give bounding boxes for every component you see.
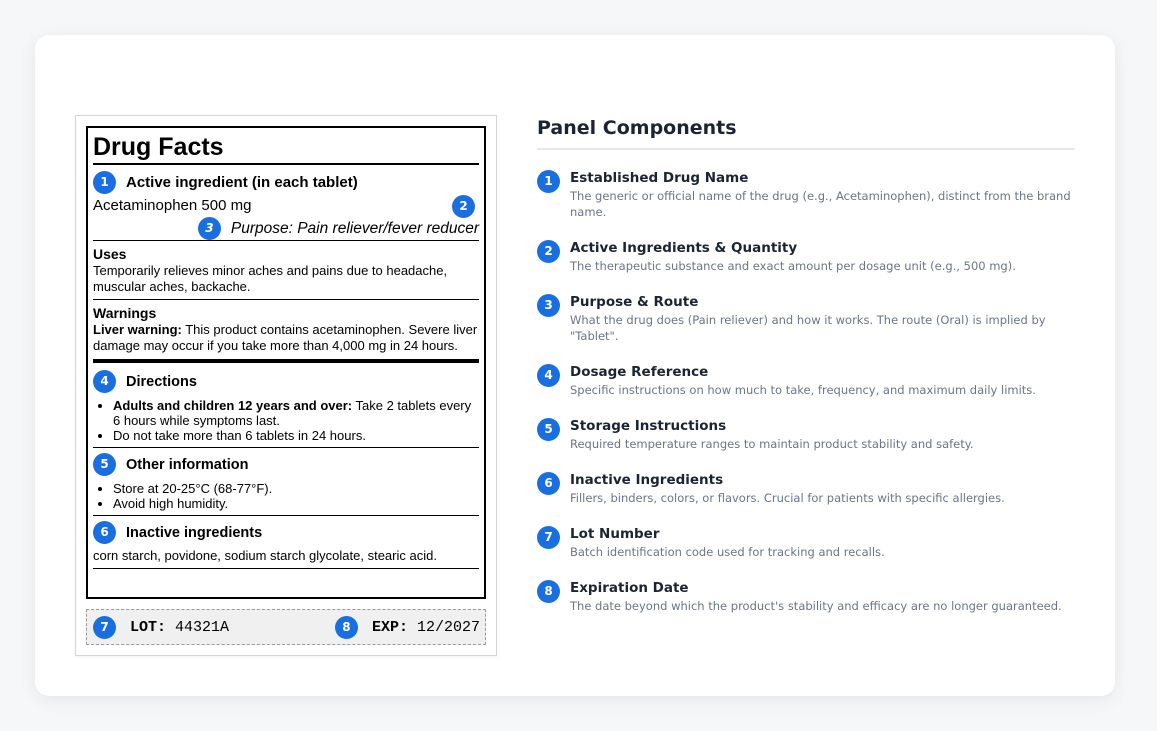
component-number-badge: 5	[537, 418, 560, 441]
other-information-title: Other information	[126, 456, 249, 473]
list-item	[537, 580, 1075, 614]
component-number-badge: 4	[537, 364, 560, 387]
list-item: • Do not take more than 6 tablets in 24 hours.	[113, 428, 479, 443]
list-item: • Adults and children 12 years and over: Take 2 tablets every 6 hours while symptoms last.	[113, 398, 479, 428]
list-item	[537, 418, 1075, 452]
exp-label: EXP:	[371, 618, 408, 636]
uses-text: Temporarily relieves minor aches and pains due to headache, muscular aches, backache.	[93, 263, 448, 294]
component-number-badge: 7	[537, 526, 560, 549]
component-description: Batch identification code used for tracking and recalls.	[570, 545, 885, 559]
list-item	[537, 364, 1075, 398]
component-name: Purpose & Route	[570, 294, 699, 310]
directions-list	[113, 398, 479, 443]
active-ingredient-heading: Active ingredient (in each tablet)	[126, 174, 358, 191]
liver-warning-text: This product contains acetaminophen. Severe liver damage may occur if you take more than 4,000 mg in 24 hours.	[93, 322, 478, 353]
directions-section	[93, 363, 479, 447]
badge-4: 4	[93, 370, 116, 393]
list-item: • Store at 20-25°C (68-77°F).	[113, 481, 479, 496]
warnings-section	[93, 299, 479, 363]
warnings-title: Warnings	[93, 305, 157, 321]
inactive-ingredients-text: corn starch, povidone, sodium starch glycolate, stearic acid.	[93, 548, 437, 563]
component-description: The generic or official name of the drug (e.g., Acetaminophen), distinct from the brand name.	[570, 189, 1071, 219]
list-item	[537, 170, 1075, 220]
active-ingredient-value: Acetaminophen 500 mg	[93, 197, 252, 214]
component-description: The therapeutic substance and exact amount per dosage unit (e.g., 500 mg).	[570, 259, 1016, 273]
purpose-text: Purpose: Pain reliever/fever reducer	[230, 219, 479, 237]
lot-label: LOT:	[130, 618, 167, 636]
list-item	[537, 472, 1075, 506]
uses-title: Uses	[93, 246, 127, 262]
uses-section	[93, 240, 479, 299]
component-name: Inactive Ingredients	[570, 472, 724, 488]
panel-title: Panel Components	[537, 117, 1075, 150]
divider	[93, 568, 479, 569]
component-name: Dosage Reference	[570, 364, 709, 380]
drug-facts-title: Drug Facts	[93, 132, 479, 165]
component-name: Established Drug Name	[570, 170, 749, 186]
main-card	[35, 35, 1115, 696]
badge-6: 6	[93, 521, 116, 544]
component-number-badge: 6	[537, 472, 560, 495]
component-number-badge: 2	[537, 240, 560, 263]
component-description: Fillers, binders, colors, or flavors. Crucial for patients with specific allergies.	[570, 491, 1005, 505]
component-number-badge: 8	[537, 580, 560, 603]
exp-value: 12/2027	[416, 618, 480, 636]
list-item	[537, 526, 1075, 560]
badge-2: 2	[452, 195, 475, 218]
component-description: Specific instructions on how much to take, frequency, and maximum daily limits.	[570, 383, 1036, 397]
active-ingredient-section	[93, 165, 479, 240]
component-description: What the drug does (Pain reliever) and how it works. The route (Oral) is implied by "Tablet".	[570, 313, 1046, 343]
component-name: Active Ingredients & Quantity	[570, 240, 798, 256]
badge-8: 8	[335, 616, 358, 639]
list-item	[537, 240, 1075, 274]
drug-facts-panel	[86, 126, 486, 599]
list-item	[537, 294, 1075, 344]
lot-expiry-bar	[86, 609, 486, 645]
component-name: Storage Instructions	[570, 418, 727, 434]
badge-7: 7	[93, 616, 116, 639]
badge-5: 5	[93, 453, 116, 476]
component-number-badge: 1	[537, 170, 560, 193]
directions-title: Directions	[126, 373, 197, 390]
liver-warning-label: Liver warning:	[93, 322, 182, 337]
lot-value: 44321A	[175, 618, 230, 636]
inactive-ingredients-title: Inactive ingredients	[126, 524, 263, 541]
component-description: The date beyond which the product's stability and efficacy are no longer guaranteed.	[570, 599, 1062, 613]
component-name: Expiration Date	[570, 580, 689, 596]
component-description: Required temperature ranges to maintain product stability and safety.	[570, 437, 974, 451]
inactive-ingredients-section	[93, 515, 479, 573]
component-name: Lot Number	[570, 526, 660, 542]
other-information-list	[113, 481, 479, 511]
list-item: • Avoid high humidity.	[113, 496, 479, 511]
panel-components	[537, 117, 1075, 614]
other-information-section	[93, 447, 479, 515]
badge-3: 3	[198, 217, 221, 240]
badge-1: 1	[93, 171, 116, 194]
component-number-badge: 3	[537, 294, 560, 317]
drug-label	[75, 115, 497, 656]
liver-warning	[93, 322, 479, 354]
